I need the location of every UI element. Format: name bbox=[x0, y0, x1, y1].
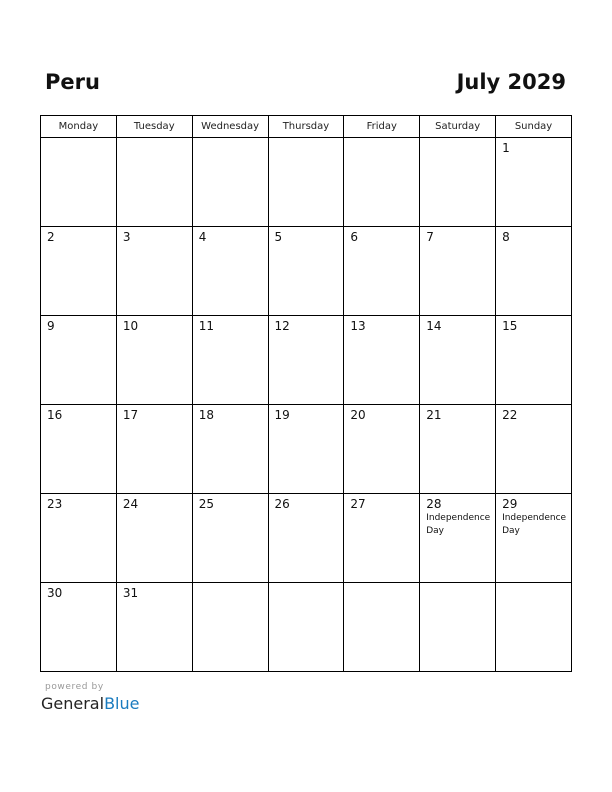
day-number: 31 bbox=[122, 586, 139, 600]
empty-day-cell bbox=[41, 138, 117, 227]
day-number: 5 bbox=[274, 230, 283, 244]
day-number: 15 bbox=[502, 319, 518, 333]
empty-day-cell bbox=[268, 583, 344, 672]
day-cell bbox=[116, 583, 192, 672]
empty-day-cell bbox=[420, 583, 496, 672]
day-cell bbox=[420, 405, 496, 494]
holiday-event: Independence Day bbox=[502, 513, 567, 536]
day-cell bbox=[268, 405, 344, 494]
weekday-header-wednesday: Wednesday bbox=[192, 116, 268, 138]
day-number: 18 bbox=[198, 408, 214, 422]
day-number: 27 bbox=[350, 497, 366, 511]
day-cell bbox=[116, 227, 192, 316]
day-cell bbox=[420, 494, 496, 583]
day-number: 29 bbox=[502, 497, 518, 511]
week-row bbox=[41, 494, 572, 583]
day-number: 22 bbox=[502, 408, 518, 422]
calendar-grid bbox=[40, 115, 572, 672]
holiday-event: Independence Day bbox=[426, 513, 491, 536]
week-row bbox=[41, 405, 572, 494]
day-cell bbox=[344, 494, 420, 583]
day-cell bbox=[41, 494, 117, 583]
day-number: 28 bbox=[426, 497, 442, 511]
day-cell bbox=[496, 316, 572, 405]
day-number: 17 bbox=[122, 408, 139, 422]
week-row bbox=[41, 316, 572, 405]
country-title: Peru bbox=[45, 70, 100, 94]
day-number: 8 bbox=[502, 230, 510, 244]
day-cell bbox=[41, 316, 117, 405]
weekday-header-sunday: Sunday bbox=[496, 116, 572, 138]
day-number: 6 bbox=[350, 230, 359, 244]
day-number: 12 bbox=[274, 319, 290, 333]
empty-day-cell bbox=[344, 138, 420, 227]
empty-day-cell bbox=[420, 138, 496, 227]
day-cell bbox=[192, 227, 268, 316]
empty-day-cell bbox=[116, 138, 192, 227]
day-number: 4 bbox=[198, 230, 207, 244]
empty-day-cell bbox=[496, 583, 572, 672]
day-number: 1 bbox=[502, 141, 510, 155]
day-number: 3 bbox=[122, 230, 131, 244]
day-number: 11 bbox=[198, 319, 214, 333]
weekday-header-row bbox=[41, 116, 572, 138]
day-cell bbox=[496, 494, 572, 583]
day-number: 16 bbox=[47, 408, 63, 422]
day-cell bbox=[420, 227, 496, 316]
empty-day-cell bbox=[268, 138, 344, 227]
day-cell bbox=[268, 316, 344, 405]
day-number: 20 bbox=[350, 408, 366, 422]
weekday-header-saturday: Saturday bbox=[420, 116, 496, 138]
day-cell bbox=[41, 227, 117, 316]
month-year-title: July 2029 bbox=[456, 70, 566, 94]
day-number: 23 bbox=[47, 497, 63, 511]
day-cell bbox=[268, 494, 344, 583]
day-cell bbox=[116, 494, 192, 583]
day-cell bbox=[192, 405, 268, 494]
day-cell bbox=[344, 316, 420, 405]
week-row bbox=[41, 138, 572, 227]
day-number: 2 bbox=[47, 230, 55, 244]
day-number: 30 bbox=[47, 586, 63, 600]
generalblue-logo bbox=[41, 694, 139, 713]
day-number: 13 bbox=[350, 319, 366, 333]
day-cell bbox=[116, 405, 192, 494]
week-row bbox=[41, 583, 572, 672]
logo-blue-text: Blue bbox=[104, 694, 140, 713]
weekday-header-thursday: Thursday bbox=[268, 116, 344, 138]
day-number: 25 bbox=[198, 497, 214, 511]
day-number: 24 bbox=[122, 497, 139, 511]
empty-day-cell bbox=[344, 583, 420, 672]
calendar-body bbox=[41, 138, 572, 672]
logo-general-text: General bbox=[41, 694, 105, 713]
empty-day-cell bbox=[192, 583, 268, 672]
day-number: 19 bbox=[274, 408, 290, 422]
day-number: 9 bbox=[47, 319, 55, 333]
day-number: 7 bbox=[426, 230, 434, 244]
day-cell bbox=[496, 405, 572, 494]
day-cell bbox=[344, 227, 420, 316]
day-cell bbox=[41, 405, 117, 494]
day-cell bbox=[116, 316, 192, 405]
day-cell bbox=[41, 583, 117, 672]
day-cell bbox=[268, 227, 344, 316]
empty-day-cell bbox=[192, 138, 268, 227]
weekday-header-tuesday: Tuesday bbox=[116, 116, 192, 138]
day-cell bbox=[496, 227, 572, 316]
day-cell bbox=[344, 405, 420, 494]
weekday-header-monday: Monday bbox=[41, 116, 117, 138]
day-number: 10 bbox=[122, 319, 139, 333]
weekday-header-friday: Friday bbox=[344, 116, 420, 138]
day-cell bbox=[192, 494, 268, 583]
day-cell bbox=[496, 138, 572, 227]
week-row bbox=[41, 227, 572, 316]
day-number: 14 bbox=[426, 319, 442, 333]
day-cell bbox=[192, 316, 268, 405]
day-cell bbox=[420, 316, 496, 405]
day-number: 21 bbox=[426, 408, 442, 422]
day-number: 26 bbox=[274, 497, 290, 511]
powered-by-label: powered by bbox=[45, 682, 104, 692]
